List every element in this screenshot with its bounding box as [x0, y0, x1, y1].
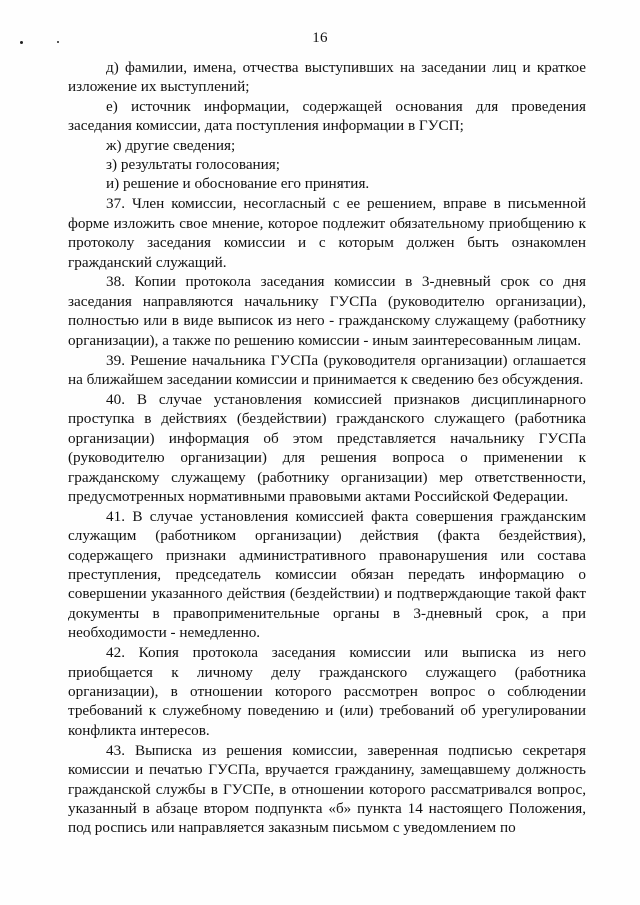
paragraph-39: 39. Решение начальника ГУСПа (руководителя организации) оглашается на ближайшем заседании комиссии и принимается к сведению без обсуждения. — [68, 351, 586, 388]
paragraph-item-zh: ж) другие сведения; — [106, 136, 236, 154]
paragraph-38: 38. Копии протокола заседания комиссии в 3-дневный срок со дня заседания направляются начальнику ГУСПа (руководителю организации), полностью или в виде выписок из него - гражданскому служащему (работнику организации), а также по решению комиссии - иным заинтересованным лицам. — [68, 273, 586, 349]
document-body — [68, 58, 586, 838]
paragraph-item-d: д) фамилии, имена, отчества выступивших на заседании лиц и краткое изложение их выступлений; — [68, 59, 586, 96]
paragraph-41: 41. В случае установления комиссией факта совершения гражданским служащим (работником организации) действия (факта бездействия), содержащего признаки административного правонарушения или состава преступления, председатель комиссии обязан передать информацию о совершении указанного действия (бездействии) и подтверждающие такой факт документы в правоприменительные органы в 3-дневный срок, а при необходимости - немедленно. — [68, 507, 586, 642]
paragraph-item-z: з) результаты голосования; — [106, 156, 281, 174]
paragraph-42: 42. Копия протокола заседания комиссии или выписка из него приобщается к личному делу гражданского служащего (работника организации), в отношении которого рассмотрен вопрос о соблюдении требований к служебному поведению и (или) требований об урегулировании конфликта интересов. — [68, 644, 586, 739]
paragraph-40: 40. В случае установления комиссией признаков дисциплинарного проступка в действиях (бездействии) гражданского служащего (работника организации) информация об этом представляется начальнику ГУСПа (руководителю организации) для решения вопроса о применении к гражданскому служащему (работнику организации) мер ответственности, предусмотренных нормативными правовыми актами Российской Федерации. — [68, 390, 586, 505]
paragraph-37: 37. Член комиссии, несогласный с ее решением, вправе в письменной форме изложить свое мнение, которое подлежит обязательному приобщению к протоколу заседания комиссии и с которым должен быть ознакомлен гражданский служащий. — [68, 195, 586, 271]
paragraph-item-e: е) источник информации, содержащей основания для проведения заседания комиссии, дата поступления информации в ГУСП; — [68, 97, 586, 135]
paragraph-43: 43. Выписка из решения комиссии, заверенная подписью секретаря комиссии и печатью ГУСПа, вручается гражданину, замещавшему должность гражданской службы в ГУСПе, в отношении которого рассматривался вопрос, указанный в абзаце втором подпункта «б» пункта 14 настоящего Положения, под роспись или направляется заказным письмом с уведомлением по — [68, 741, 586, 837]
page-number: 16 — [312, 30, 328, 46]
paragraph-item-i: и) решение и обоснование его принятия. — [106, 175, 370, 193]
